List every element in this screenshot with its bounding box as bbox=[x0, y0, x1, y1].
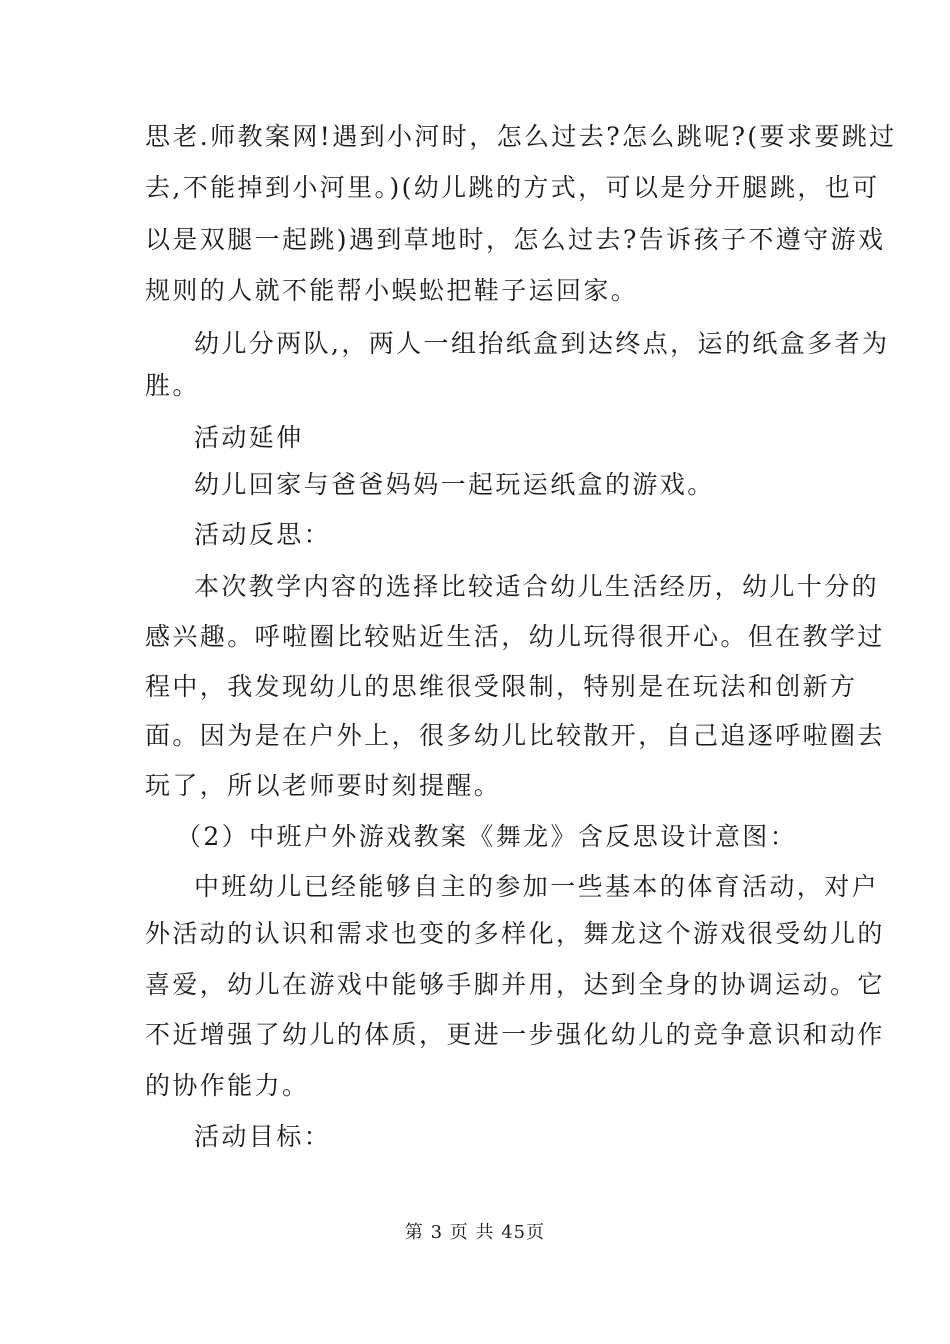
text-line: 中班幼儿已经能够自主的参加一些基本的体育活动，对户 bbox=[194, 872, 880, 901]
text-line: 规则的人就不能帮小蜈蚣把鞋子运回家。 bbox=[145, 276, 639, 305]
section-heading: 活动延伸 bbox=[194, 423, 304, 452]
text-line: 的协作能力。 bbox=[145, 1071, 310, 1100]
text-line: 以是双腿一起跳)遇到草地时，怎么过去?告诉孩子不遵守游戏 bbox=[145, 225, 886, 254]
text-line: 幼儿分两队,，两人一组抬纸盒到达终点，运的纸盒多者为 bbox=[194, 329, 890, 358]
section-heading: 活动反思： bbox=[194, 520, 332, 549]
text-line: 去,不能掉到小河里。)(幼儿跳的方式，可以是分开腿跳，也可 bbox=[145, 173, 880, 202]
text-line: 外活动的认识和需求也变的多样化，舞龙这个游戏很受幼儿的 bbox=[145, 919, 885, 948]
text-line: 感兴趣。呼啦圈比较贴近生活，幼儿玩得很开心。但在教学过 bbox=[145, 622, 885, 651]
text-line: 程中，我发现幼儿的思维很受限制，特别是在玩法和创新方 bbox=[145, 672, 858, 701]
section-heading: 活动目标： bbox=[194, 1122, 332, 1151]
text-line: 本次教学内容的选择比较适合幼儿生活经历，幼儿十分的 bbox=[194, 572, 880, 601]
text-line: 幼儿回家与爸爸妈妈一起玩运纸盒的游戏。 bbox=[194, 470, 715, 499]
text-line: 思老.师教案网!遇到小河时，怎么过去?怎么跳呢?(要求要跳过 bbox=[145, 122, 897, 151]
text-line: 不近增强了幼儿的体质，更进一步强化幼儿的竞争意识和动作 bbox=[145, 1020, 885, 1049]
section-heading: （2）中班户外游戏教案《舞龙》含反思设计意图： bbox=[176, 822, 798, 851]
page-number-footer: 第 3 页 共 45页 bbox=[404, 1222, 546, 1243]
text-line: 喜爱，幼儿在游戏中能够手脚并用，达到全身的协调运动。它 bbox=[145, 970, 885, 999]
text-line: 玩了，所以老师要时刻提醒。 bbox=[145, 771, 502, 800]
text-line: 胜。 bbox=[145, 371, 200, 400]
text-line: 面。因为是在户外上，很多幼儿比较散开，自己追逐呼啦圈去 bbox=[145, 721, 885, 750]
